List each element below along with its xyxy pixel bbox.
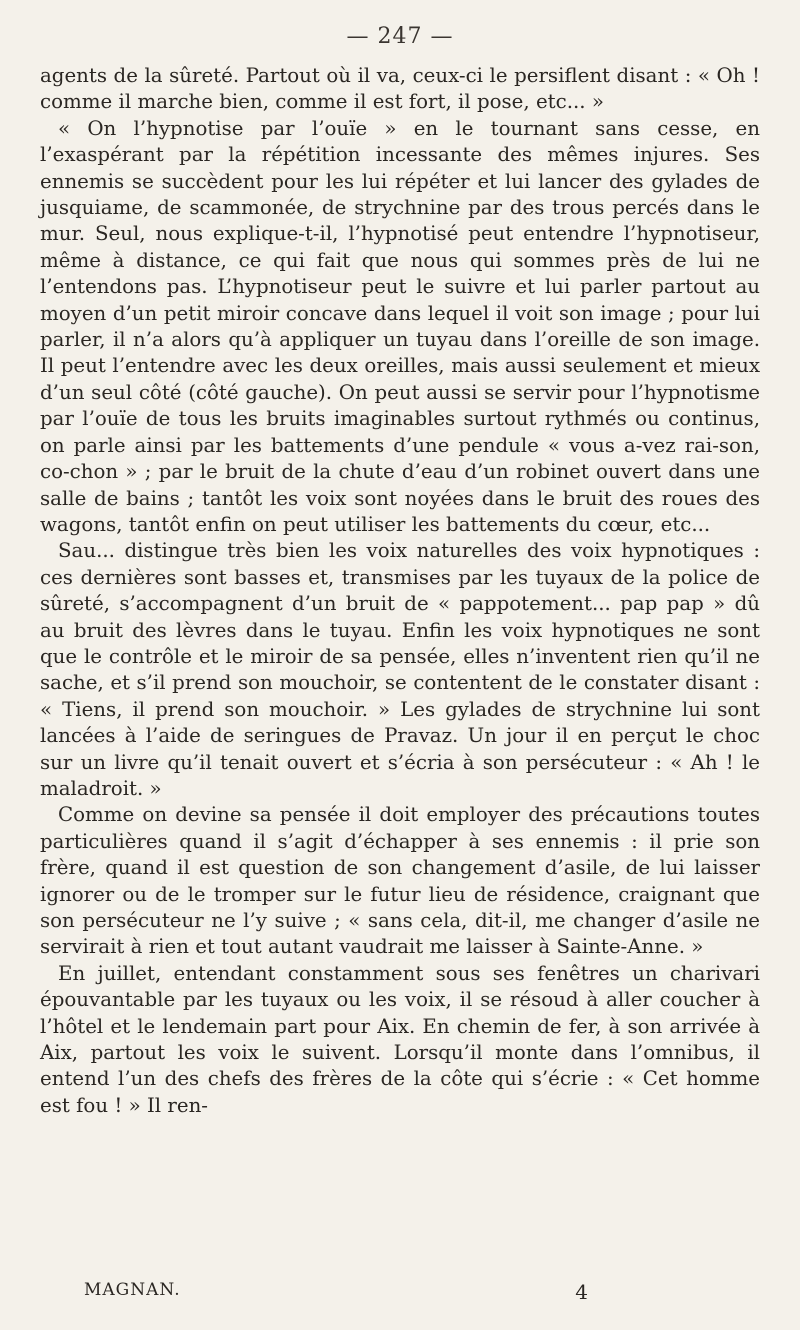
body-text [40, 63, 760, 1119]
paragraph-1: agents de la sûreté. Partout où il va, ceux-ci le persiflent disant : « Oh ! comme il marche bien, comme il est fort, il pose, etc... » [40, 64, 760, 114]
page-number: — 247 — [346, 24, 454, 49]
paragraph-4: Comme on devine sa pensée il doit employer des précautions toutes particulières quand il s’agit d’échapper à ses ennemis : il prie son frère, quand il est question de son changement d’asile, de lui laisser ignorer ou de le tromper sur le futur lieu de résidence, craignant que son persécuteur ne l’y suive ; « sans cela, dit-il, me changer d’asile ne servirait à rien et tout autant vaudrait me laisser à Sainte-Anne. » [40, 803, 760, 959]
paragraph-3: Sau... distingue très bien les voix naturelles des voix hypnotiques : ces dernières sont basses et, transmises par les tuyaux de la police de sûreté, s’accompagnent d’un bruit de « pappotement... pap pap » dû au bruit des lèvres dans le tuyau. Enfin les voix hypnotiques ne sont que le contrôle et le miroir de sa pensée, elles n’inventent rien qu’il ne sache, et s’il prend son mouchoir, se contentent de le constater disant : « Tiens, il prend son mouchoir. » Les gylades de strychnine lui sont lancées à l’aide de seringues de Pravaz. Un jour il en perçut le choc sur un livre qu’il tenait ouvert et s’écria à son persécuteur : « Ah ! le maladroit. » [40, 539, 760, 800]
book-page [40, 24, 760, 1314]
paragraph-5: En juillet, entendant constamment sous ses fenêtres un charivari épouvantable par les tuyaux ou les voix, il se résoud à aller coucher à l’hôtel et le lendemain part pour Aix. En chemin de fer, à son arrivée à Aix, partout les voix le suivent. Lorsqu’il monte dans l’omnibus, il entend l’un des chefs des frères de la côte qui s’écrie : « Cet homme est fou ! » Il ren- [40, 961, 760, 1117]
page-footer [40, 1280, 760, 1304]
sheet-number: 4 [575, 1280, 588, 1304]
paragraph-2: « On l’hypnotise par l’ouïe » en le tournant sans cesse, en l’exaspérant par la répétition incessante des mêmes injures. Ses ennemis se succèdent pour les lui répéter et lui lancer des gylades de jusquiame, de scammonée, de strychnine par des trous percés dans le mur. Seul, nous explique-t-il, l’hypnotisé peut entendre l’hypnotiseur, même à distance, ce qui fait que nous qui sommes près de lui ne l’entendons pas. L’hypnotiseur peut le suivre et lui parler partout au moyen d’un petit miroir concave dans lequel il voit son image ; pour lui parler, il n’a alors qu’à appliquer un tuyau dans l’oreille de son image. Il peut l’entendre avec les deux oreilles, mais aussi seulement et mieux d’un seul côté (côté gauche). On peut aussi se servir pour l’hypnotisme par l’ouïe de tous les bruits imaginables surtout rythmés ou continus, on parle ainsi par les battements d’une pendule « vous a-vez rai-son, co-chon » ; par le bruit de la chute d’eau d’un robinet ouvert dans une salle de bains ; tantôt les voix sont noyées dans le bruit des roues des wagons, tantôt enfin on peut utiliser les battements du cœur, etc... [40, 116, 760, 536]
printer-signature: MAGNAN. [84, 1280, 181, 1300]
